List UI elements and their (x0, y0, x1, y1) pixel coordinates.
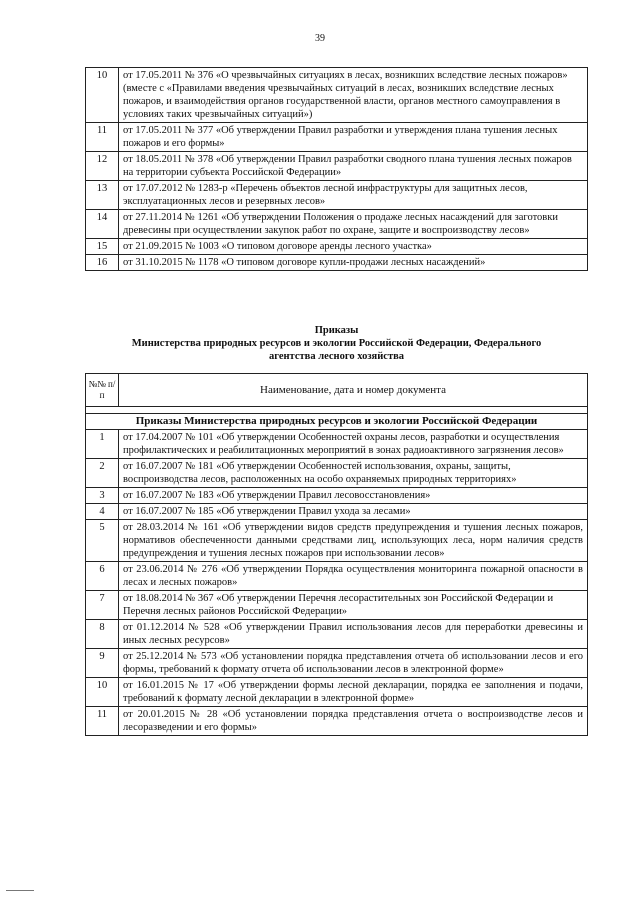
table-row (86, 707, 588, 736)
ministry-orders-table (85, 373, 588, 736)
row-number: 3 (86, 488, 119, 504)
table-row (86, 152, 588, 181)
row-number: 6 (86, 562, 119, 591)
table-header-row (86, 374, 588, 407)
table-row (86, 210, 588, 239)
column-header-number: №№ п/п (86, 374, 119, 407)
row-number: 10 (86, 678, 119, 707)
scan-edge-mark (6, 890, 34, 891)
table-row (86, 430, 588, 459)
government-resolutions-table (85, 67, 588, 271)
table-row (86, 591, 588, 620)
document-entry: от 31.10.2015 № 1178 «О типовом договоре купли-продажи лесных насаждений» (119, 255, 588, 271)
section-title: Приказы (314, 325, 359, 336)
document-entry: от 25.12.2014 № 573 «Об установлении порядка представления отчета об использовании лесов и его формы, требований к формату отчета об использовании лесов в электронной форме» (119, 649, 588, 678)
row-number: 4 (86, 504, 119, 520)
row-number: 13 (86, 181, 119, 210)
table-row (86, 239, 588, 255)
table-row (86, 562, 588, 591)
document-entry: от 17.07.2012 № 1283-р «Перечень объектов лесной инфраструктуры для защитных лесов, эксплуатационных лесов и резервных лесов» (119, 181, 588, 210)
table-row (86, 488, 588, 504)
row-number: 1 (86, 430, 119, 459)
row-number: 8 (86, 620, 119, 649)
document-entry: от 21.09.2015 № 1003 «О типовом договоре аренды лесного участка» (119, 239, 588, 255)
document-entry: от 16.01.2015 № 17 «Об утверждении формы лесной декларации, порядка ее заполнения и подачи, требований к формату лесной декларации в электронной форме» (119, 678, 588, 707)
column-header-name: Наименование, дата и номер документа (119, 374, 588, 407)
row-number: 7 (86, 591, 119, 620)
row-number: 10 (86, 68, 119, 123)
row-number: 16 (86, 255, 119, 271)
table-row (86, 649, 588, 678)
row-number: 14 (86, 210, 119, 239)
table-row (86, 181, 588, 210)
table-row (86, 678, 588, 707)
spacer-cell (86, 407, 588, 414)
document-entry: от 16.07.2007 № 181 «Об утверждении Особенностей использования, охраны, защиты, воспроизводства лесов, расположенных на особо охраняемых природных территориях» (119, 459, 588, 488)
document-entry: от 17.05.2011 № 376 «О чрезвычайных ситуациях в лесах, возникших вследствие лесных пожаров» (вместе с «Правилами введения чрезвычайных ситуаций в лесах, возникших вследствие лесных пожаров, и взаимодействия органов государственной власти, органов местного самоуправления в условиях таких чрезвычайных ситуаций») (119, 68, 588, 123)
spacer-row (86, 407, 588, 414)
table-row (86, 68, 588, 123)
row-number: 2 (86, 459, 119, 488)
subheading-row (86, 414, 588, 430)
document-entry: от 27.11.2014 № 1261 «Об утверждении Положения о продаже лесных насаждений для заготовки древесины при осуществлении закупок работ по охране, защите и воспроизводству лесов» (119, 210, 588, 239)
document-entry: от 01.12.2014 № 528 «Об утверждении Правил использования лесов для переработки древесины и иных лесных ресурсов» (119, 620, 588, 649)
page-number: 39 (315, 33, 325, 44)
document-entry: от 28.03.2014 № 161 «Об утверждении видов средств предупреждения и тушения лесных пожаров, нормативов обеспеченности данными средствами лиц, использующих леса, норм наличия средств предупреждения и тушения лесных пожаров при использовании лесов» (119, 520, 588, 562)
table-row (86, 123, 588, 152)
table-row (86, 520, 588, 562)
section-heading (85, 324, 588, 363)
document-entry: от 23.06.2014 № 276 «Об утверждении Порядка осуществления мониторинга пожарной опасности в лесах и лесных пожаров» (119, 562, 588, 591)
document-entry: от 18.05.2011 № 378 «Об утверждении Правил разработки сводного плана тушения лесных пожаров на территории субъекта Российской Федерации» (119, 152, 588, 181)
document-entry: от 16.07.2007 № 185 «Об утверждении Правил ухода за лесами» (119, 504, 588, 520)
table-subheading: Приказы Министерства природных ресурсов и экологии Российской Федерации (86, 414, 588, 430)
table-row (86, 459, 588, 488)
row-number: 11 (86, 123, 119, 152)
document-entry: от 18.08.2014 № 367 «Об утверждении Перечня лесорастительных зон Российской Федерации и Перечня лесных районов Российской Федерации» (119, 591, 588, 620)
table-row (86, 620, 588, 649)
row-number: 12 (86, 152, 119, 181)
document-entry: от 16.07.2007 № 183 «Об утверждении Правил лесовосстановления» (119, 488, 588, 504)
row-number: 5 (86, 520, 119, 562)
row-number: 15 (86, 239, 119, 255)
table-row (86, 504, 588, 520)
document-entry: от 17.05.2011 № 377 «Об утверждении Правил разработки и утверждения плана тушения лесных пожаров и его формы» (119, 123, 588, 152)
section-subtitle-line-1: Министерства природных ресурсов и экологии Российской Федерации, Федерального (131, 338, 542, 349)
row-number: 11 (86, 707, 119, 736)
row-number: 9 (86, 649, 119, 678)
table-row (86, 255, 588, 271)
document-entry: от 17.04.2007 № 101 «Об утверждении Особенностей охраны лесов, разработки и осуществления профилактических и реабилитационных мероприятий в зонах радиоактивного загрязнения лесов» (119, 430, 588, 459)
document-entry: от 20.01.2015 № 28 «Об установлении порядка представления отчета о воспроизводстве лесов и лесоразведении и его формы» (119, 707, 588, 736)
section-subtitle-line-2: агентства лесного хозяйства (268, 351, 405, 362)
